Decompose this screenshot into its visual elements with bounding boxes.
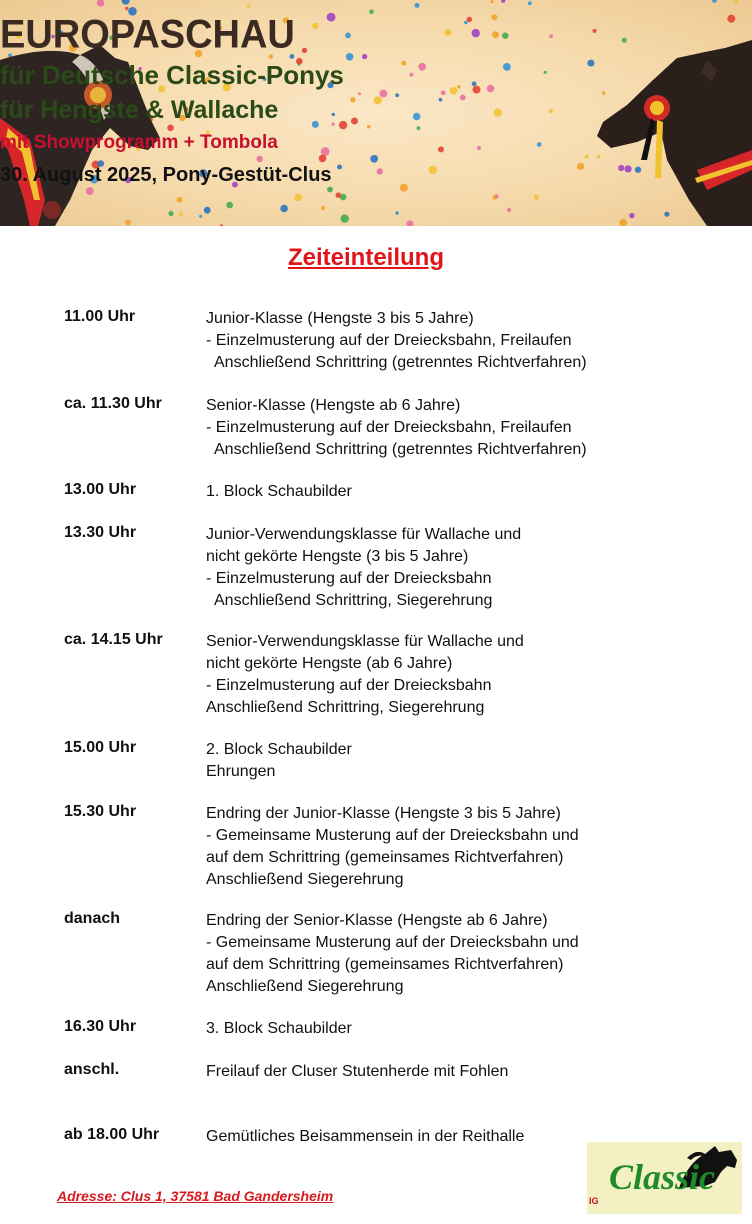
schedule-description <box>206 1018 726 1040</box>
description-line: - Einzelmusterung auf der Dreiecksbahn, Freilaufen <box>206 419 572 436</box>
schedule-time: danach <box>64 910 121 927</box>
schedule-description <box>206 910 726 998</box>
event-banner <box>0 0 752 226</box>
description-line: Anschließend Schrittring (getrenntes Richtverfahren) <box>206 354 587 371</box>
logo-wordmark: Classic <box>609 1157 716 1197</box>
description-line: nicht gekörte Hengste (ab 6 Jahre) <box>206 655 453 672</box>
logo-prefix: IG <box>589 1196 599 1206</box>
event-subtitle-breed: für Deutsche Classic-Ponys <box>0 60 344 90</box>
description-line: 1. Block Schaubilder <box>206 483 352 500</box>
description-line: Senior-Verwendungsklasse für Wallache und <box>206 633 524 650</box>
venue-address: Adresse: Clus 1, 37581 Bad Gandersheim <box>57 1188 334 1204</box>
description-line: - Einzelmusterung auf der Dreiecksbahn <box>206 570 492 587</box>
schedule-time: 15.30 Uhr <box>64 803 137 820</box>
description-line: 2. Block Schaubilder <box>206 741 352 758</box>
description-line: nicht gekörte Hengste (3 bis 5 Jahre) <box>206 548 469 565</box>
description-line: - Einzelmusterung auf der Dreiecksbahn, Freilaufen <box>206 332 572 349</box>
description-line: Gemütliches Beisammensein in der Reithalle <box>206 1128 525 1145</box>
schedule-description <box>206 631 726 719</box>
schedule-description <box>206 308 726 374</box>
description-line: Junior-Klasse (Hengste 3 bis 5 Jahre) <box>206 310 474 327</box>
description-line: Anschließend Schrittring (getrenntes Richtverfahren) <box>206 441 587 458</box>
description-line: Senior-Klasse (Hengste ab 6 Jahre) <box>206 397 461 414</box>
schedule-time: 13.30 Uhr <box>64 524 137 541</box>
description-line: Endring der Senior-Klasse (Hengste ab 6 Jahre) <box>206 912 548 929</box>
schedule-description <box>206 739 726 783</box>
event-title: EUROPASCHAU <box>0 12 295 58</box>
schedule-time: anschl. <box>64 1061 120 1078</box>
description-line: Freilauf der Cluser Stutenherde mit Fohlen <box>206 1063 509 1080</box>
schedule-description <box>206 803 726 891</box>
schedule-time: 15.00 Uhr <box>64 739 137 756</box>
schedule-description <box>206 524 726 612</box>
description-line: Endring der Junior-Klasse (Hengste 3 bis 5 Jahre) <box>206 805 561 822</box>
schedule-time: ca. 11.30 Uhr <box>64 395 162 412</box>
schedule-time: 11.00 Uhr <box>64 308 136 325</box>
description-line: Ehrungen <box>206 763 276 780</box>
event-subtitle-category: für Hengste & Wallache <box>0 96 279 124</box>
description-line: Junior-Verwendungsklasse für Wallache und <box>206 526 522 543</box>
description-line: Anschließend Siegerehrung <box>206 871 404 888</box>
schedule-heading: Zeiteinteilung <box>288 244 444 271</box>
description-line: - Einzelmusterung auf der Dreiecksbahn <box>206 677 492 694</box>
description-line: auf dem Schrittring (gemeinsames Richtverfahren) <box>206 956 564 973</box>
schedule-time: 16.30 Uhr <box>64 1018 137 1035</box>
event-date-location: 30. August 2025, Pony-Gestüt-Clus <box>0 164 332 186</box>
event-subtitle-program: mit Showprogramm + Tombola <box>0 132 278 153</box>
schedule-description <box>206 481 726 503</box>
description-line: Anschließend Schrittring, Siegerehrung <box>206 699 485 716</box>
description-line: Anschließend Siegerehrung <box>206 978 404 995</box>
schedule-time: 13.00 Uhr <box>64 481 137 498</box>
description-line: auf dem Schrittring (gemeinsames Richtverfahren) <box>206 849 564 866</box>
schedule-description <box>206 395 726 461</box>
description-line: - Gemeinsame Musterung auf der Dreiecksbahn und <box>206 827 579 844</box>
ig-classic-logo <box>587 1142 742 1214</box>
description-line: 3. Block Schaubilder <box>206 1020 352 1037</box>
schedule-description <box>206 1061 726 1083</box>
schedule-time: ab 18.00 Uhr <box>64 1126 160 1143</box>
schedule-time: ca. 14.15 Uhr <box>64 631 163 648</box>
description-line: Anschließend Schrittring, Siegerehrung <box>206 592 493 609</box>
description-line: - Gemeinsame Musterung auf der Dreiecksbahn und <box>206 934 579 951</box>
